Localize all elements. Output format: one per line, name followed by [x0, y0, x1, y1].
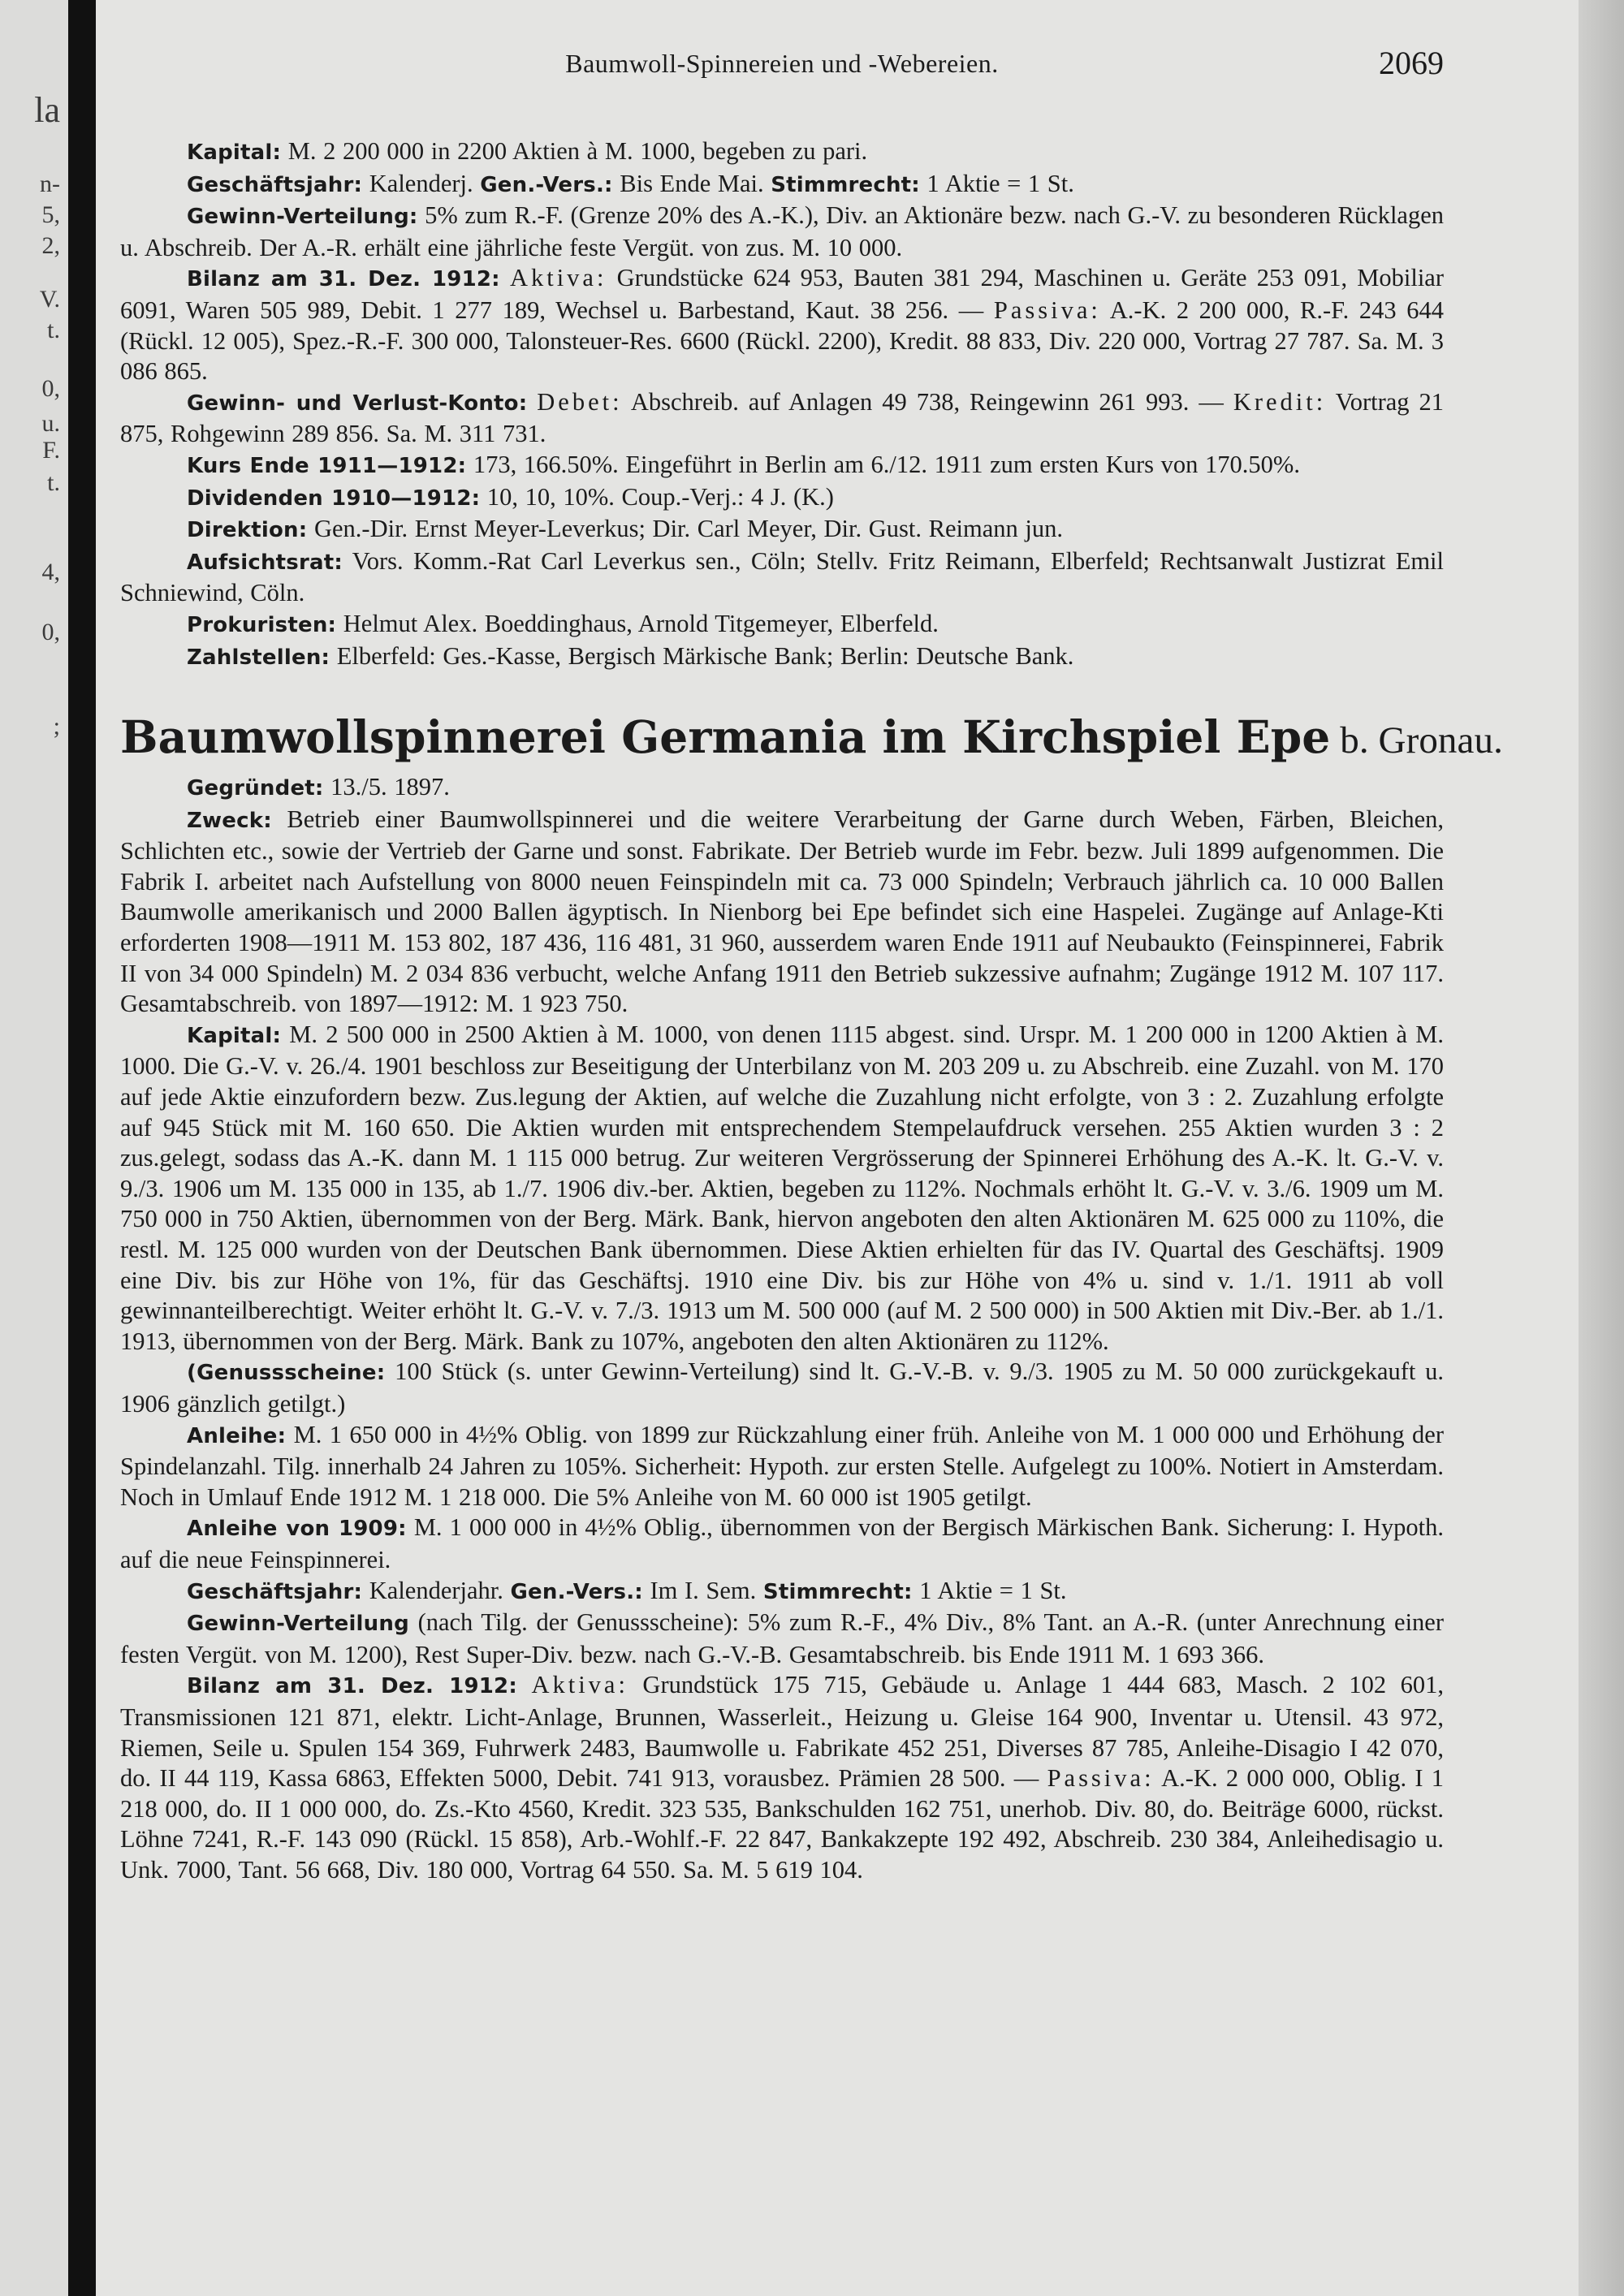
field-label: Dividenden 1910—1912: [187, 486, 481, 511]
field-label: Bilanz am 31. Dez. 1912: [187, 267, 500, 292]
field-label: Zahlstellen: [187, 645, 330, 670]
field-text: M. 2 200 000 in 2200 Aktien à M. 1000, begeben zu pari. [281, 137, 868, 165]
field-label: Geschäftsjahr: [187, 1579, 363, 1604]
field-label: Gen.-Vers.: [480, 172, 613, 197]
paragraph-gegruendet [120, 772, 1444, 805]
paragraph-aufsichtsrat [120, 546, 1444, 609]
field-text: Grundstück 175 715, Gebäude u. Anlage 1 444 683, Masch. 2 102 601, Transmissionen 121 871, elektr. Licht-Anlage, Brunnen, Wasserleit., Heizung u. Gleise 164 900, Inventar u. Utensil. 43 972, Riemen, Seile u. Spulen 154 369, Fuhrwerk 2483, Baumwolle u. Fabrikate 452 251, Diverses 87 785, Anleihe-Disagio I 42 070, do. II 44 119, Kassa 6863, Effekten 5000, Debit. 741 913, vorausbez. Prämien 28 500. — [120, 1671, 1444, 1793]
field-label: (Genussscheine: [187, 1361, 386, 1386]
prev-page-fragment: 5, [41, 201, 60, 228]
prev-page-fragment: t. [47, 317, 60, 343]
company-place: b. Gronau. [1330, 719, 1503, 762]
field-text: Grundstücke 624 953, Bauten 381 294, Maschinen u. Geräte 253 091, Mobiliar 6091, Waren 505 989, Debit. 1 277 189, Wechsel u. Barbestand, Kaut. 38 256. — [120, 264, 1444, 324]
spaced-label: Aktiva: [509, 264, 607, 292]
field-text: 1 Aktie = 1 St. [919, 169, 1074, 197]
field-text: Im I. Sem. [642, 1576, 763, 1604]
field-text: Helmut Alex. Boeddinghaus, Arnold Titgemeyer, Elberfeld. [336, 609, 939, 637]
paragraph-zahlstellen [120, 641, 1444, 674]
paragraph-zweck [120, 805, 1444, 1020]
field-text: 100 Stück (s. unter Gewinn-Verteilung) sind lt. G.-V.-B. v. 9./3. 1905 zu M. 50 000 zurückgekauft u. 1906 gänzlich getilgt.) [120, 1357, 1444, 1418]
company-heading [120, 709, 1503, 769]
field-text: M. 2 500 000 in 2500 Aktien à M. 1000, von denen 1115 abgest. sind. Urspr. M. 1 200 000 in 1200 Aktien à M. 1000. Die G.-V. v. 26./4. 1901 beschloss zur Beseitigung der Unterbilanz von M. 203 209 u. zu Abschreib. eine Zuzahl. von M. 170 auf jede Aktie einzufordern bezw. Zus.legung der Aktien, auf welche die Zuzahlung nicht erfolgte, von 3 : 2. Zuzahlung erfolgte auf 945 Stück mit M. 160 650. Die Aktien wurden mit entsprechendem Stempelaufdruck versehen. 255 Aktien wurden 3 : 2 zus.gelegt, sodass das A.-K. dann M. 1 115 000 betrug. Zur weiteren Vergrösserung der Spinnerei Erhöhung des A.-K. lt. G.-V. v. 9./3. 1906 um M. 135 000 in 135, ab 1./7. 1906 div.-ber. Aktien, begeben zu 112%. Nochmals erhöht lt. G.-V. v. 3./6. 1909 um M. 750 000 in 750 Aktien, übernommen von der Berg. Märk. Bank, hiervon angeboten den alten Aktionären M. 625 000 zu 110%, die restl. M. 125 000 wurden von der Deutschen Bank übernommen. Diese Aktien erhielten für das IV. Quartal des Geschäftsj. 1909 eine Div. bis zur Höhe von 1%, für das Geschäftsj. 1910 eine Div. bis zur Höhe von 4% u. sind v. 1./1. 1911 ab voll gewinnanteilberechtigt. Weiter erhöht lt. G.-V. v. 7./3. 1913 um M. 500 000 (auf M. 2 500 000) in 500 Aktien mit Div.-Ber. ab 1./1. 1913, übernommen von der Berg. Märk. Bank zu 107%, angeboten den alten Aktionären zu 112%. [120, 1020, 1444, 1355]
field-label: Gewinn- und Verlust-Konto: [187, 391, 528, 416]
field-label: Bilanz am 31. Dez. 1912: [187, 1674, 517, 1699]
field-text: Elberfeld: Ges.-Kasse, Bergisch Märkische Bank; Berlin: Deutsche Bank. [330, 641, 1074, 670]
prev-page-fragment: n- [40, 170, 60, 197]
spaced-label: Passiva: [993, 296, 1101, 324]
field-text: Vors. Komm.-Rat Carl Leverkus sen., Cöln; Stellv. Fritz Reimann, Elberfeld; Rechtsanwalt Justizrat Emil Schniewind, Cöln. [120, 546, 1444, 607]
field-label: Gewinn-Verteilung: [187, 205, 418, 230]
entry-previous-company [120, 136, 1444, 673]
prev-page-fragment: 0, [41, 375, 60, 402]
spaced-label: Aktiva: [531, 1671, 628, 1699]
field-label: Gegründet: [187, 776, 324, 801]
paragraph-geschaeftsjahr [120, 169, 1444, 201]
prev-page-fragment: u. [41, 410, 60, 437]
spaced-label: Kredit: [1233, 387, 1327, 416]
paragraph-bilanz [120, 1670, 1444, 1885]
prev-page-fragment: F. [42, 437, 60, 464]
prev-page-fragment: la [34, 90, 60, 130]
company-name: Baumwollspinnerei Germania im Kirchspiel Epe [120, 710, 1331, 764]
field-label: Aufsichtsrat: [187, 550, 343, 575]
paragraph-kapital [120, 1020, 1444, 1357]
prev-page-fragment: 2, [41, 232, 60, 259]
page-edge [1579, 0, 1624, 2296]
paragraph-geschaeftsjahr [120, 1576, 1444, 1608]
previous-page-edge [0, 0, 68, 2296]
field-text: Abschreib. auf Anlagen 49 738, Reingewinn 261 993. — [622, 387, 1233, 416]
field-label: Stimmrecht: [771, 172, 920, 197]
field-text: Vortrag 21 875, Rohgewinn 289 856. Sa. M. 311 731. [120, 387, 1444, 448]
prev-page-fragment: V. [39, 286, 60, 313]
field-text: Bis Ende Mai. [612, 169, 771, 197]
field-label: Gen.-Vers.: [510, 1579, 643, 1604]
paragraph-anleihe [120, 1420, 1444, 1513]
field-text: 1 Aktie = 1 St. [912, 1576, 1067, 1604]
field-label: Direktion: [187, 518, 308, 543]
field-text: Betrieb einer Baumwollspinnerei und die weitere Verarbeitung der Garne durch Weben, Färben, Bleichen, Schlichten etc., sowie der Vertrieb der Garne und sonst. Fabrikate. Der Betrieb wurde im Febr. bezw. Juli 1899 aufgenommen. Die Fabrik I. arbeitet nach Aufstellung von 8000 neuen Feinspindeln mit ca. 73 000 Spindeln; Verbrauch jährlich ca. 10 000 Ballen Baumwolle amerikanisch und 2000 Ballen ägyptisch. In Nienborg bei Epe befindet sich eine Haspelei. Zugänge auf Anlage-Kti erforderten 1908—1911 M. 153 802, 187 436, 116 481, 31 960, ausserdem waren Ende 1911 auf Neubaukto (Feinspinnerei, Fabrik II von 34 000 Spindeln) M. 2 034 836 verbucht, welche Anfang 1911 den Betrieb sukzessive aufnahm; Zugänge 1912 M. 107 117. Gesamtabschreib. von 1897—1912: M. 1 923 750. [120, 805, 1444, 1018]
running-head [120, 45, 1444, 101]
paragraph-dividenden [120, 482, 1444, 515]
spaced-label: Debet: [537, 387, 623, 416]
field-text: Kalenderjahr. [362, 1576, 511, 1604]
field-label: Kurs Ende 1911—1912: [187, 453, 467, 478]
paragraph-genussscheine [120, 1357, 1444, 1419]
field-text: Kalenderj. [362, 169, 481, 197]
field-text: 13./5. 1897. [323, 773, 450, 801]
paragraph-prokuristen [120, 609, 1444, 641]
running-head-title: Baumwoll-Spinnereien und -Webereien. [565, 49, 999, 78]
paragraph-bilanz [120, 263, 1444, 386]
paragraph-anleihe-1909 [120, 1513, 1444, 1575]
field-label: Anleihe: [187, 1423, 287, 1448]
prev-page-fragment: 0, [41, 619, 60, 645]
page-content [120, 45, 1503, 1885]
field-text: 5% zum R.-F. (Grenze 20% des A.-K.), Div. an Aktionäre bezw. nach G.-V. zu besonderen Rücklagen u. Abschreib. Der A.-R. erhält eine jährliche feste Vergüt. von zus. M. 10 000. [120, 201, 1444, 261]
paragraph-direktion [120, 514, 1444, 546]
field-label: Zweck: [187, 808, 272, 833]
field-label: Geschäftsjahr: [187, 172, 363, 197]
book-gutter [68, 0, 96, 2296]
paragraph-kapital [120, 136, 1444, 169]
field-label: Kapital: [187, 140, 282, 165]
entry-germania [120, 772, 1444, 1885]
field-text: A.-K. 2 200 000, R.-F. 243 644 (Rückl. 12 005), Spez.-R.-F. 300 000, Talonsteuer-Res. 6600 (Rückl. 2200), Kredit. 88 833, Div. 220 000, Vortrag 27 787. Sa. M. 3 086 865. [120, 296, 1445, 386]
paragraph-gewinn-verlust [120, 387, 1444, 450]
page-number: 2069 [1379, 45, 1444, 81]
field-text: A.-K. 2 000 000, Oblig. I 1 218 000, do. II 1 000 000, do. Zs.-Kto 4560, Kredit. 323 535, Bankschulden 162 751, unerhob. Div. 80, do. Beiträge 6000, rückst. Löhne 7241, R.-F. 143 090 (Rückl. 15 858), Arb.-Wohlf.-F. 22 847, Bankakzepte 192 492, Abschreib. 230 384, Anleihedisagio u. Unk. 7000, Tant. 56 668, Div. 180 000, Vortrag 64 550. Sa. M. 5 619 104. [120, 1764, 1444, 1884]
paragraph-gewinn-verteilung [120, 201, 1444, 263]
spaced-label: Passiva: [1047, 1764, 1155, 1793]
field-label: Gewinn-Verteilung [187, 1612, 409, 1637]
field-label: Prokuristen: [187, 612, 337, 637]
prev-page-fragment: ; [53, 713, 60, 740]
field-text: 173, 166.50%. Eingeführt in Berlin am 6./12. 1911 zum ersten Kurs von 170.50%. [466, 450, 1300, 478]
prev-page-fragment: t. [47, 469, 60, 496]
field-text: 10, 10, 10%. Coup.-Verj.: 4 J. (K.) [480, 482, 834, 511]
field-text: (nach Tilg. der Genussscheine): 5% zum R.-F., 4% Div., 8% Tant. an A.-R. (unter Anrechnung einer festen Vergüt. von M. 1200), Rest Super-Div. bezw. nach G.-V.-B. Gesamtabschreib. bis Ende 1911 M. 1 693 366. [120, 1608, 1444, 1668]
prev-page-fragment: 4, [41, 559, 60, 585]
paragraph-gewinn-verteilung [120, 1608, 1444, 1670]
field-label: Kapital: [187, 1023, 282, 1048]
field-text: M. 1 650 000 in 4½% Oblig. von 1899 zur Rückzahlung einer früh. Anleihe von M. 1 000 000 und Erhöhung der Spindelanzahl. Tilg. innerhalb 24 Jahren zu 105%. Sicherheit: Hypoth. zur ersten Stelle. Aufgelegt zu 100%. Notiert in Amsterdam. Noch in Umlauf Ende 1912 M. 1 218 000. Die 5% Anleihe von M. 60 000 ist 1905 getilgt. [120, 1420, 1444, 1511]
field-label: Anleihe von 1909: [187, 1517, 407, 1542]
field-text: M. 1 000 000 in 4½% Oblig., übernommen von der Bergisch Märkischen Bank. Sicherung: I. Hypoth. auf die neue Feinspinnerei. [120, 1513, 1444, 1573]
field-label: Stimmrecht: [762, 1579, 913, 1604]
field-text: Gen.-Dir. Ernst Meyer-Leverkus; Dir. Carl Meyer, Dir. Gust. Reimann jun. [307, 515, 1063, 543]
paragraph-kurs [120, 450, 1444, 482]
